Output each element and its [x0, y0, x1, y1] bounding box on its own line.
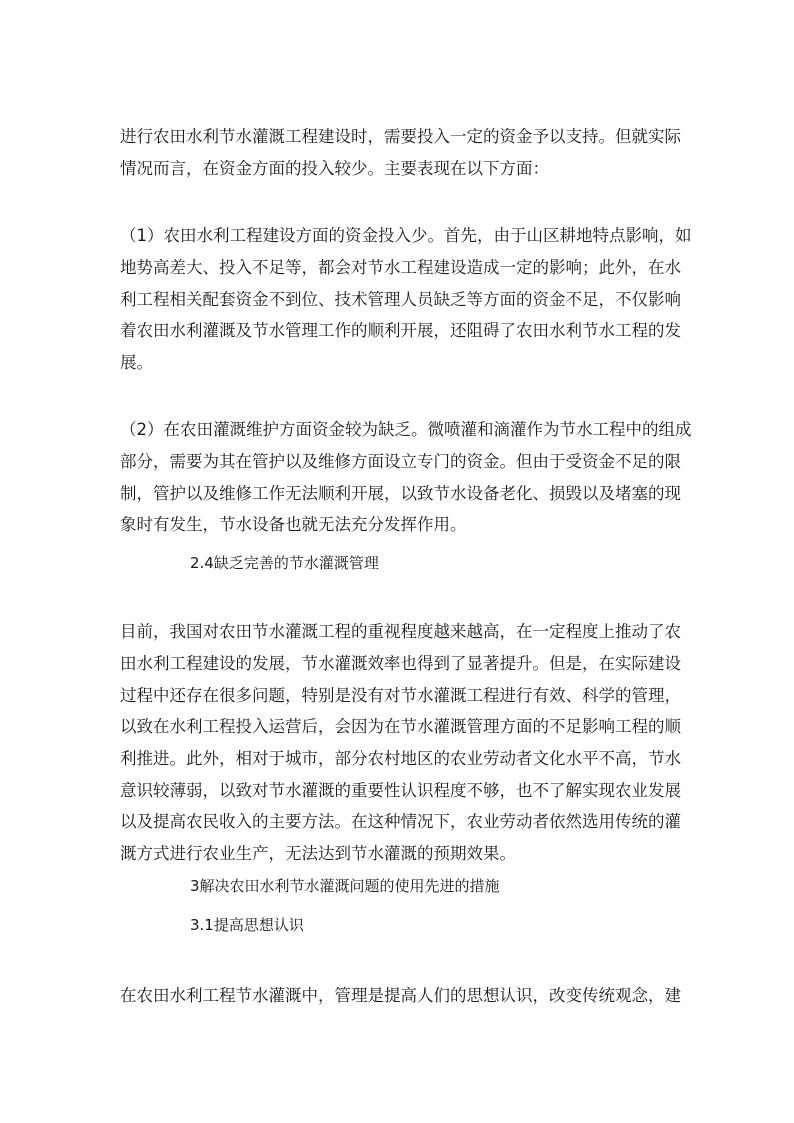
point1-line-4: 着农田水利灌溉及节水管理工作的顺利开展，还阻碍了农田水利节水工程的发 [120, 321, 681, 340]
section-heading-2-4: 2.4缺乏完善的节水灌溉管理 [190, 554, 379, 572]
intro-line-2: 情况而言，在资金方面的投入较少。主要表现在以下方面： [120, 159, 549, 178]
section-heading-3-1: 3.1提高思想认识 [190, 916, 304, 934]
section-2-4-line-7: 以及提高农民收入的主要方法。在这种情况下，农业劳动者依然选用传统的灌 [120, 812, 681, 831]
section-2-4-line-5: 利推进。此外，相对于城市，部分农村地区的农业劳动者文化水平不高，节水 [120, 749, 681, 768]
section-2-4-line-3: 过程中还存在很多问题，特别是没有对节水灌溉工程进行有效、科学的管理， [120, 686, 681, 705]
section-3-1-line-1: 在农田水利工程节水灌溉中，管理是提高人们的思想认识，改变传统观念，建 [120, 986, 681, 1005]
section-2-4-line-2: 田水利工程建设的发展，节水灌溉效率也得到了显著提升。但是，在实际建设 [120, 654, 681, 673]
point1-line-1: （1）农田水利工程建设方面的资金投入少。首先，由于山区耕地特点影响，如 [120, 226, 692, 245]
section-2-4-line-1: 目前，我国对农田节水灌溉工程的重视程度越来越高，在一定程度上推动了农 [120, 622, 681, 641]
section-2-4-line-8: 溉方式进行农业生产，无法达到节水灌溉的预期效果。 [120, 844, 516, 863]
section-2-4-line-4: 以致在水利工程投入运营后，会因为在节水灌溉管理方面的不足影响工程的顺 [120, 717, 681, 736]
point1-line-5: 展。 [120, 353, 153, 372]
intro-line-1: 进行农田水利节水灌溉工程建设时，需要投入一定的资金予以支持。但就实际 [120, 127, 681, 146]
point2-line-3: 制，管护以及维修工作无法顺利开展，以致节水设备老化、损毁以及堵塞的现 [120, 484, 681, 503]
section-2-4-line-6: 意识较薄弱，以致对节水灌溉的重要性认识程度不够，也不了解实现农业发展 [120, 781, 681, 800]
section-heading-3: 3解决农田水利节水灌溉问题的使用先进的措施 [190, 877, 500, 895]
point2-line-4: 象时有发生，节水设备也就无法充分发挥作用。 [120, 515, 467, 534]
point1-line-2: 地势高差大、投入不足等，都会对节水工程建设造成一定的影响；此外，在水 [120, 258, 681, 277]
point1-line-3: 利工程相关配套资金不到位、技术管理人员缺乏等方面的资金不足，不仅影响 [120, 290, 681, 309]
point2-line-1: （2）在农田灌溉维护方面资金较为缺乏。微喷灌和滴灌作为节水工程中的组成 [120, 420, 692, 439]
point2-line-2: 部分，需要为其在管护以及维修方面设立专门的资金。但由于受资金不足的限 [120, 452, 681, 471]
